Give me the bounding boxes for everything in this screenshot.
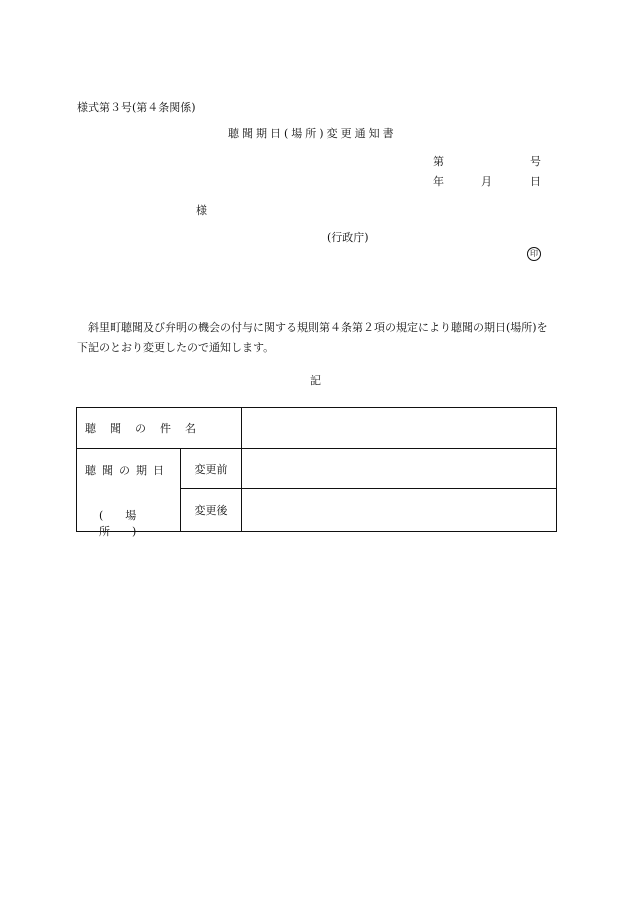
seal-mark-icon: 印	[527, 247, 541, 261]
date-year-label: 年	[433, 175, 444, 188]
document-title: 聴聞期日(場所)変更通知書	[228, 127, 397, 140]
after-change-label: 変更後	[181, 489, 242, 532]
table-row	[77, 449, 557, 489]
number-suffix: 号	[530, 155, 541, 168]
form-number: 様式第３号(第４条関係)	[77, 101, 196, 114]
date-label-line2: (場所)	[99, 509, 159, 538]
notice-body: 斜里町聴聞及び弁明の機会の付与に関する規則第４条第２項の規定により聴聞の期日(場所)を下記のとおり変更したので通知します。	[77, 321, 548, 354]
date-label-line1: 聴聞の期日	[85, 464, 170, 477]
case-name-field[interactable]	[242, 408, 557, 449]
date-day-label: 日	[530, 175, 541, 188]
addressee-honorific: 様	[196, 204, 207, 217]
case-name-label: 聴聞の件名	[77, 408, 242, 449]
number-prefix: 第	[433, 155, 444, 168]
table-row	[77, 408, 557, 449]
after-change-field[interactable]	[242, 489, 557, 532]
date-place-label	[77, 449, 181, 538]
ki-heading: 記	[310, 374, 321, 387]
before-change-label: 変更前	[181, 449, 242, 489]
change-details-table	[76, 407, 557, 538]
sender-agency: (行政庁)	[327, 231, 369, 244]
before-change-field[interactable]	[242, 449, 557, 489]
date-month-label: 月	[481, 175, 492, 188]
